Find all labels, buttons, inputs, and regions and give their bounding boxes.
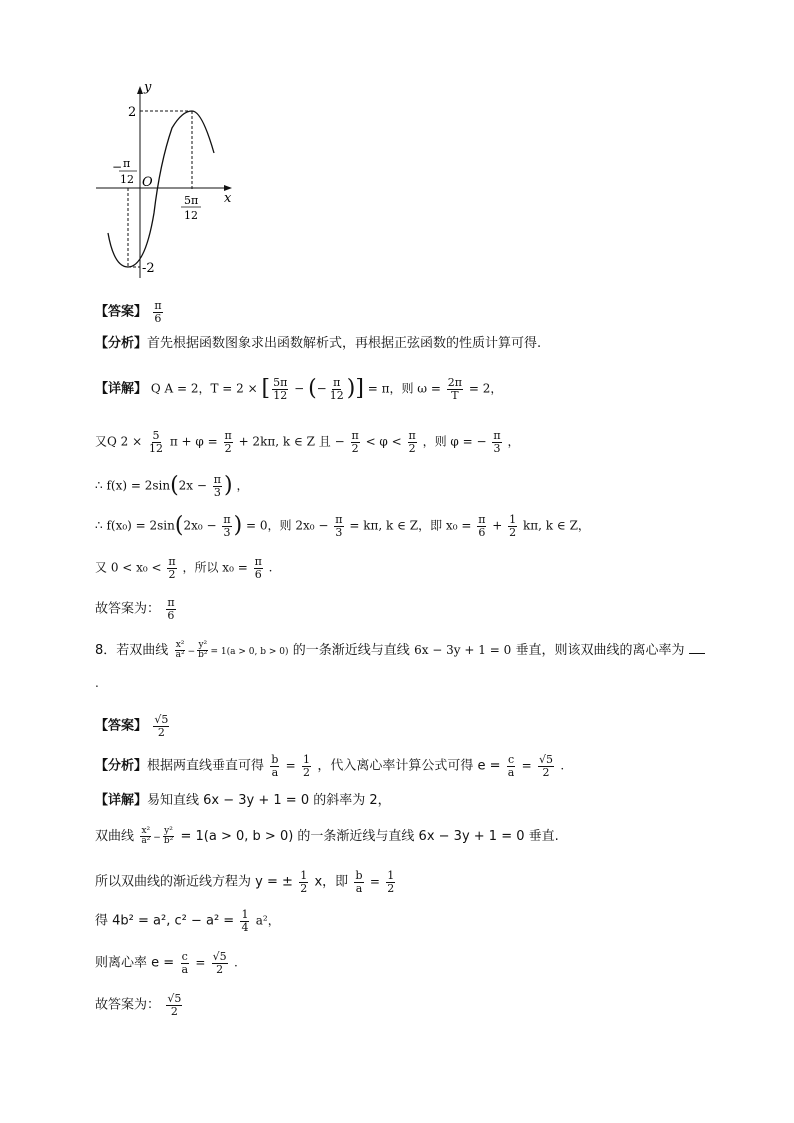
q7-detail-line-3: ∴ f(x) = 2sin(2x − $\frac{\pi}{3}$ ) ， <box>95 473 249 499</box>
y-bottom-label: -2 <box>142 261 155 276</box>
sine-curve <box>108 111 214 267</box>
neg-tick-den: 12 <box>120 173 134 186</box>
y-top-label: 2 <box>128 105 137 120</box>
q7-detail-line-5: 又 0 < x₀ < $\frac{\pi}{2}$ ，所以 x₀ = $\frac{\pi}{6}$ . <box>95 555 273 581</box>
x-axis-label: x <box>224 191 232 206</box>
neg-tick-num: π <box>123 157 131 170</box>
q7-detail-line-2: 又Q 2 × $\frac{5}{12}$ π + φ = $\frac{\pi}{2}$ + 2kπ, k ∈ Z 且 − $\frac{\pi}{2}$ < φ < $\frac{\pi}{2}$ ，则 φ = − $\frac{\pi}{3}$ ， <box>95 429 520 455</box>
pos-tick-den: 12 <box>184 209 198 222</box>
q8-analysis-line: 【分析】根据两直线垂直可得 $\frac{b}{a}$ = $\frac{1}{2}$ ，代入离心率计算公式可得 e = $\frac{c}{a}$ = $\frac{√5}{2}$ . <box>95 753 565 779</box>
y-axis-label: y <box>144 80 152 95</box>
q7-analysis-line <box>95 333 541 354</box>
y-axis-arrow <box>137 86 143 94</box>
detail-tag: 【详解】 <box>95 381 148 397</box>
answer-tag: 【答案】 <box>95 304 148 320</box>
q8-blank-dot: . <box>95 676 99 690</box>
neg-tick-sign: − <box>112 160 123 174</box>
q8-conclusion: 故答案为： $\frac{√5}{2}$ <box>95 992 182 1018</box>
q7-answer-line: 【答案】 $\frac{\pi}{6}$ <box>95 299 162 325</box>
q7-conclusion: 故答案为： $\frac{\pi}{6}$ <box>95 596 175 622</box>
q8-question: 8．若双曲线 $\frac{\text{x²}}{\text{a²}}$ − $\frac{\text{y²}}{\text{b²}}$ = 1(a > 0, b > 0) 的一条渐近线与直线 6x − 3y + 1 = 0 垂直，则该双曲线的离心率为 <box>95 640 705 662</box>
sine-graph <box>90 78 250 283</box>
origin-label: O <box>142 175 153 190</box>
q8-detail-line-4: 得 4b² = a², c² − a² = $\frac{1}{4}$ a²， <box>95 908 280 934</box>
q8-detail-line-3: 所以双曲线的渐近线方程为 y = ± $\frac{1}{2}$ x，即 $\frac{b}{a}$ = $\frac{1}{2}$ <box>95 869 395 895</box>
q8-detail-line-2: 双曲线 $\frac{\text{x²}}{\text{a²}}$ − $\frac{\text{y²}}{\text{b²}}$ = 1(a > 0, b > 0) 的一条渐近线与直线 6x − 3y + 1 = 0 垂直. <box>95 825 559 846</box>
q8-detail-line-1: 【详解】易知直线 6x − 3y + 1 = 0 的斜率为 2， <box>95 793 391 808</box>
q7-detail-line-1: 【详解】 Q A = 2，T = 2 × [ $\frac{5\pi}{12}$ − (− $\frac{\pi}{12}$ )] = π，则 ω = $\frac{2\pi}{T}$ = 2， <box>95 376 503 402</box>
analysis-text: 首先根据函数图象求出函数解析式，再根据正弦函数的性质计算可得. <box>147 336 542 351</box>
q8-answer-line: 【答案】 $\frac{√5}{2}$ <box>95 713 169 739</box>
analysis-tag: 【分析】 <box>95 336 148 351</box>
q8-detail-line-5: 则离心率 e = $\frac{c}{a}$ = $\frac{√5}{2}$ . <box>95 950 238 976</box>
pos-tick-num: 5π <box>184 194 199 207</box>
q7-detail-line-4: ∴ f(x₀) = 2sin(2x₀ − $\frac{\pi}{3}$ ) = 0，则 2x₀ − $\frac{\pi}{3}$ = kπ, k ∈ Z，即 x₀ = $\frac{\pi}{6}$ + $\frac{1}{2}$ kπ, k ∈ Z， <box>95 513 590 539</box>
